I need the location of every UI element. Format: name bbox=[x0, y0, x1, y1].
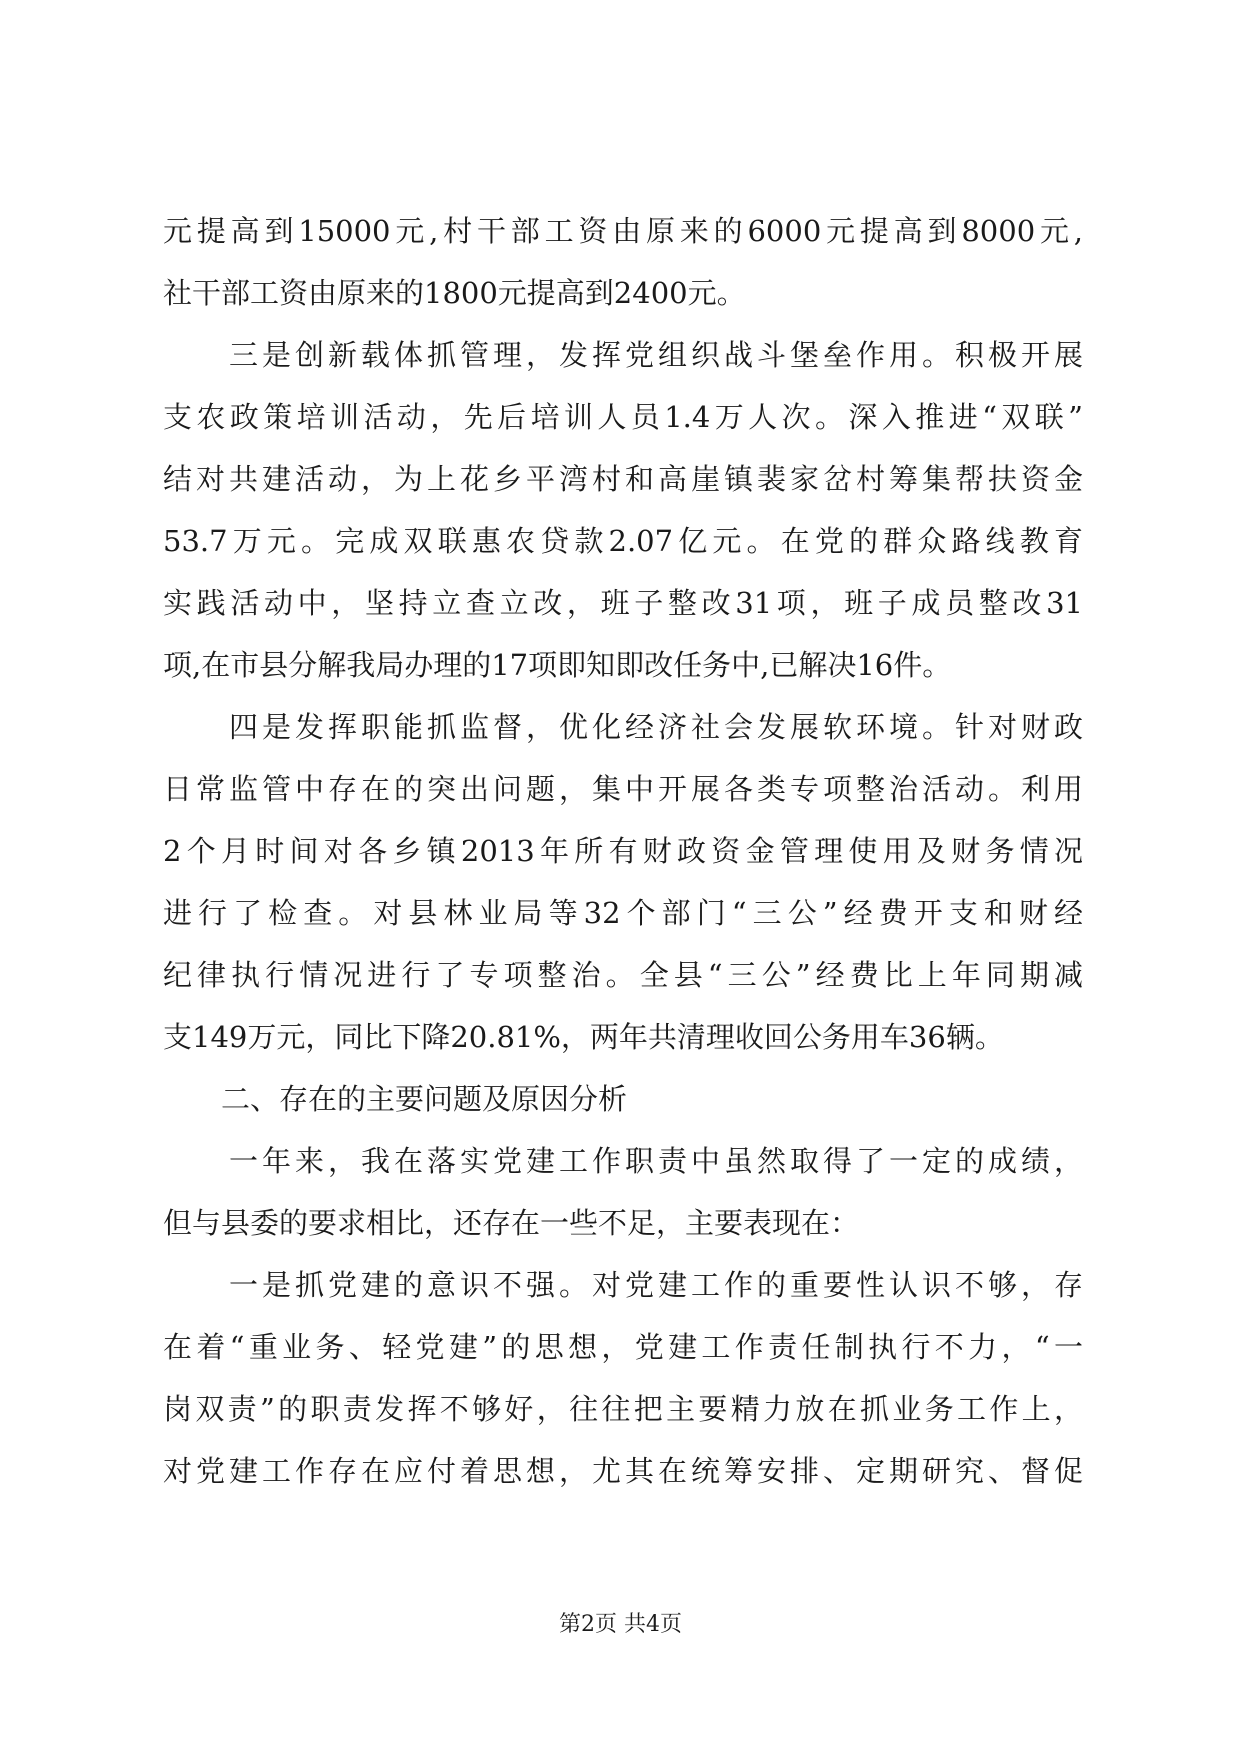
text-line: 二、存在的主要问题及原因分析 bbox=[163, 1082, 628, 1116]
text-line: 一年来，我在落实党建工作职责中虽然取得了一定的成绩， bbox=[163, 1144, 1083, 1178]
text-line: 在着“重业务、轻党建”的思想，党建工作责任制执行不力，“一 bbox=[163, 1330, 1083, 1364]
text-line: 元提高到15000元,村干部工资由原来的6000元提高到8000元, bbox=[163, 214, 1083, 248]
text-line: 对党建工作存在应付着思想，尤其在统筹安排、定期研究、督促 bbox=[163, 1454, 1083, 1488]
text-line: 但与县委的要求相比，还存在一些不足，主要表现在： bbox=[163, 1206, 860, 1240]
text-line: 日常监管中存在的突出问题，集中开展各类专项整治活动。利用 bbox=[163, 772, 1083, 806]
text-line: 支农政策培训活动，先后培训人员1.4万人次。深入推进“双联” bbox=[163, 400, 1083, 434]
text-line: 支149万元，同比下降20.81%，两年共清理收回公务用车36辆。 bbox=[163, 1020, 1004, 1054]
text-line: 四是发挥职能抓监督，优化经济社会发展软环境。针对财政 bbox=[163, 710, 1083, 744]
text-line: 一是抓党建的意识不强。对党建工作的重要性认识不够，存 bbox=[163, 1268, 1083, 1302]
text-line: 实践活动中，坚持立查立改，班子整改31项，班子成员整改31 bbox=[163, 586, 1083, 620]
text-line: 2个月时间对各乡镇2013年所有财政资金管理使用及财务情况 bbox=[163, 834, 1083, 868]
text-line: 53.7万元。完成双联惠农贷款2.07亿元。在党的群众路线教育 bbox=[163, 524, 1083, 558]
text-line: 结对共建活动，为上花乡平湾村和高崖镇裴家岔村筹集帮扶资金 bbox=[163, 462, 1083, 496]
page-footer: 第2页 共4页 bbox=[559, 1612, 682, 1637]
text-line: 社干部工资由原来的1800元提高到2400元。 bbox=[163, 276, 746, 310]
text-line: 项,在市县分解我局办理的17项即知即改任务中,已解决16件。 bbox=[163, 648, 952, 682]
body-text bbox=[163, 200, 1083, 1502]
text-line: 岗双责”的职责发挥不够好，往往把主要精力放在抓业务工作上， bbox=[163, 1392, 1083, 1426]
text-line: 三是创新载体抓管理，发挥党组织战斗堡垒作用。积极开展 bbox=[163, 338, 1083, 372]
text-line: 进行了检查。对县林业局等32个部门“三公”经费开支和财经 bbox=[163, 896, 1083, 930]
text-line: 纪律执行情况进行了专项整治。全县“三公”经费比上年同期减 bbox=[163, 958, 1083, 992]
